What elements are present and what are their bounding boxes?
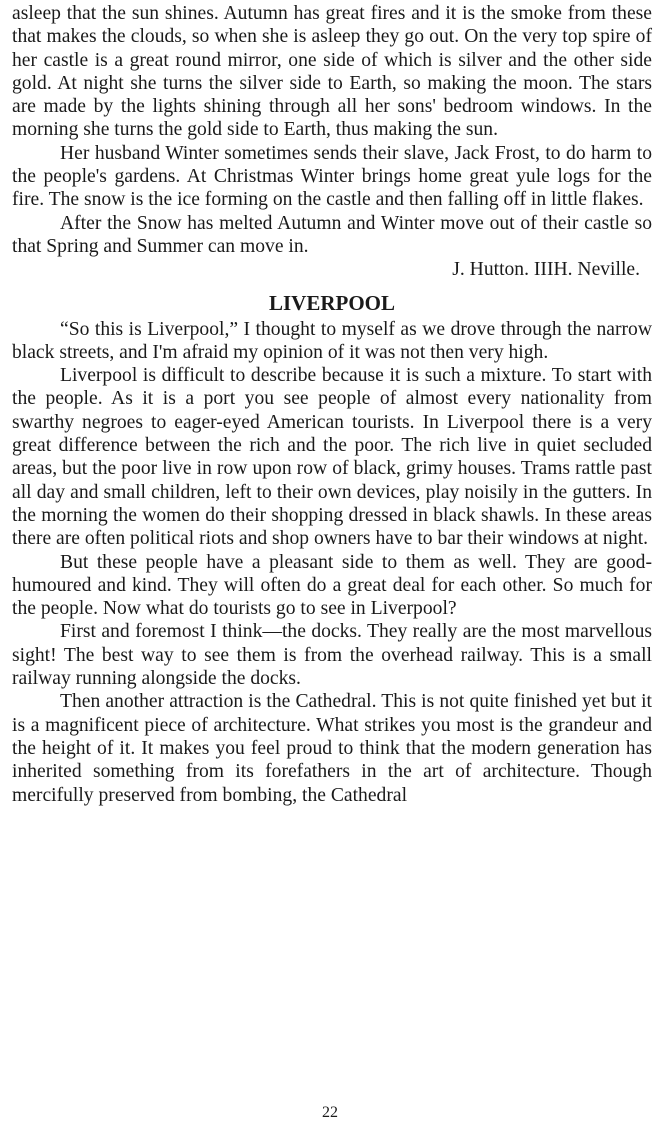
page-number: 22 <box>322 1104 338 1121</box>
article-paragraph-5: Then another attraction is the Cathedral. This is not quite finished yet but it is a magnificent piece of architecture. What strikes you most is the grandeur and the height of it. It makes you feel proud to think that the modern generation has inherited something from its forefathers in the art of architecture. Though mercifully preserved from bombing, the Cathedral <box>12 691 652 806</box>
article-paragraph-3: But these people have a pleasant side to them as well. They are good-humoured and kind. They will often do a great deal for each other. So much for the people. Now what do tourists go to see in Liverpool? <box>12 551 652 620</box>
story-paragraph-3: After the Snow has melted Autumn and Winter move out of their castle so that Spring and Summer can move in. <box>12 212 652 257</box>
article-paragraph-1: “So this is Liverpool,” I thought to myself as we drove through the narrow black streets, and I'm afraid my opinion of it was not then very high. <box>12 318 652 363</box>
article-heading: LIVERPOOL <box>268 290 396 315</box>
story-paragraph-2: Her husband Winter sometimes sends their slave, Jack Frost, to do harm to the people's gardens. At Christmas Winter brings home great yule logs for the fire. The snow is the ice forming on the castle and then falling off in little flakes. <box>12 142 652 211</box>
article-paragraph-4: First and foremost I think—the docks. They really are the most marvellous sight! The best way to see them is from the overhead railway. This is a small railway running alongside the docks. <box>12 621 652 690</box>
story-paragraph-1: asleep that the sun shines. Autumn has great fires and it is the smoke from these that makes the clouds, so when she is asleep they go out. On the very top spire of her castle is a great round mirror, one side of which is silver and the other side gold. At night she turns the silver side to Earth, so making the moon. The stars are made by the lights shining through all her sons' bedroom windows. In the morning she turns the gold side to Earth, thus making the sun. <box>12 3 652 141</box>
article-paragraph-2: Liverpool is difficult to describe because it is such a mixture. To start with the people. As it is a port you see people of almost every nationality from swarthy negroes to eager-eyed American tourists. In Liverpool there is a very great difference between the rich and the poor. The rich live in quiet secluded areas, but the poor live in row upon row of black, grimy houses. Trams rattle past all day and small children, left to their own devices, play noisily in the gutters. In the morning the women do their shopping dressed in black shawls. In these areas there are often political riots and shop owners have to bar their windows at night. <box>12 365 652 550</box>
author-signature: J. Hutton. IIIH. Neville. <box>452 259 640 281</box>
